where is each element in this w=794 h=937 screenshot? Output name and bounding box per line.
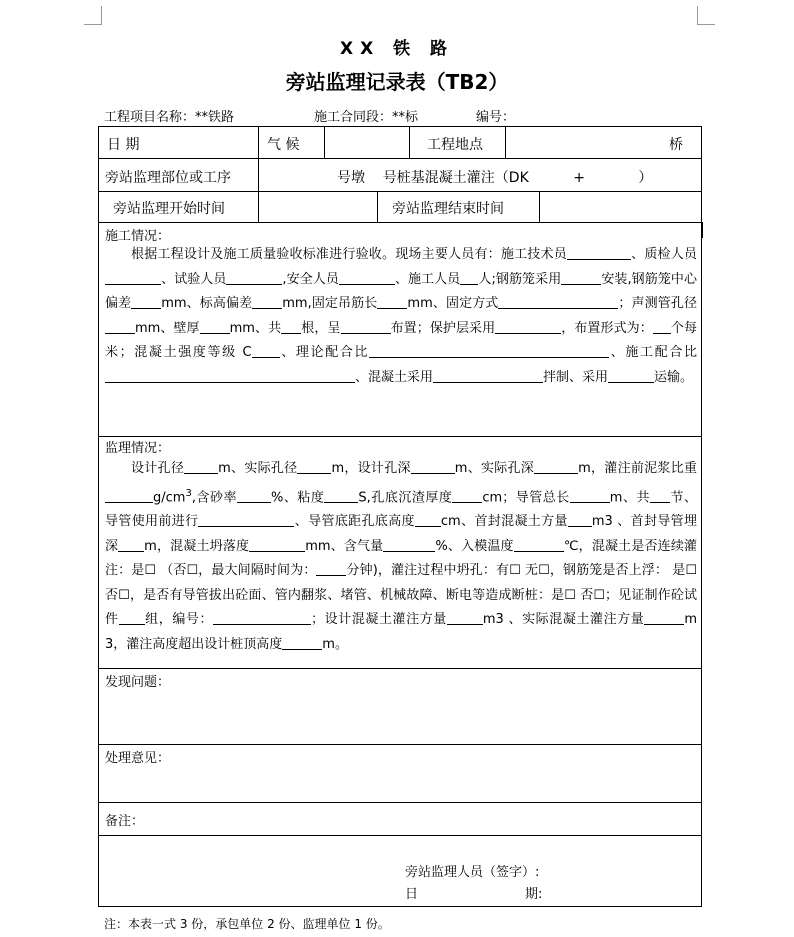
form-number: 编号： [476,110,516,125]
sediment-thickness-blank[interactable] [452,489,482,503]
form-title: 旁站监理记录表（TB2） [285,70,509,94]
quality-inspector-blank[interactable] [105,271,161,285]
transport-method-blank[interactable] [608,369,654,383]
supervision-paragraph: 设计孔径 m、实际孔径 m，设计孔深 m、实际孔深 m，灌注前泥浆比重$g/cm^3$,含砂率 %、粘度 S,孔底沉渣厚度 cm；导管总长 m、共 节、导管使用前进行 、导管底距孔底高度 cm、首封混凝土方量 m3 、首封导管埋深 m，混凝土坍落度 mm、含气量 %、入模温度 ℃，混凝土是否连续灌注：是☐ （否☐，最大间隔时间为： 分钟)，灌注过程中坍孔：有☐ 无☐，钢筋笼是否上浮： 是☐ 否☐，是否有导管拔出砼面、管内翻浆、堵管、机械故障、断电等造成断桩：是☐ 否☐；见证制作砼试件 组，编号： ；设计混凝土灌注方量 m3 、实际混凝土灌注方量 m3，灌注高度超出设计桩顶高度 m。 [105,461,697,652]
tester-blank[interactable] [226,271,282,285]
cage-center-offset-blank[interactable] [131,295,161,309]
process-label: 旁站监理部位或工序 [105,170,231,186]
supervisor-signature-label: 旁站监理人员（签字）: [405,865,540,880]
col-divider [324,127,325,158]
construction-paragraph: 根据工程设计及施工质量验收标准进行验收。现场主要人员有：施工技术员 、质检人员、试验人员 ,安全人员 、施工人员 人;钢筋笼采用 安装,钢筋笼中心偏差 mm、标高偏差 mm,固定吊筋长 mm、固定方式 ；声测管孔径mm、壁厚 mm、共 根，呈 布置；保护层采用 ，布置形式为： 个每米；混凝土强度等级 C 、理论配合比 、施工配合比、混凝土采用 拌制、采用 运输。 [105,247,697,385]
row-divider [99,158,701,159]
col-divider [539,191,540,222]
col-divider [377,191,378,222]
tremie-length-blank[interactable] [570,489,610,503]
air-content-blank[interactable] [383,538,435,552]
viscosity-blank[interactable] [324,489,358,503]
remarks-label: 备注： [105,814,145,829]
technician-blank[interactable] [567,246,631,260]
text-cursor [701,222,703,238]
tremie-test-blank[interactable] [198,513,294,527]
cover-layer-blank[interactable] [495,320,561,334]
row-divider [99,222,701,223]
crop-mark-right-vertical [697,6,698,24]
elevation-offset-blank[interactable] [252,295,282,309]
end-time-label: 旁站监理结束时间 [392,201,504,217]
tube-layout-blank[interactable] [341,320,391,334]
design-depth-blank[interactable] [411,460,455,474]
col-divider [258,158,259,191]
col-divider [505,127,506,158]
issues-label: 发现问题： [105,675,171,690]
process-value: 号墩 号桩基混凝土灌注（DK + ） [337,170,653,186]
per-meter-count-blank[interactable] [653,320,671,334]
col-divider [258,191,259,222]
wall-thickness-blank[interactable] [200,320,230,334]
hanger-length-blank[interactable] [377,295,407,309]
supervision-label: 监理情况： [105,441,171,456]
slump-blank[interactable] [249,538,305,552]
construction-label: 施工情况： [105,229,171,244]
signature-date-label-left: 日 [405,887,419,902]
theoretical-mix-blank[interactable] [369,344,609,358]
start-time-label: 旁站监理开始时间 [113,201,225,217]
cage-install-method-blank[interactable] [561,271,601,285]
crop-mark-right-horizontal [697,24,715,25]
row-divider [99,802,701,803]
max-interval-blank[interactable] [316,562,346,576]
organization-name: XX 铁 路 [339,39,455,59]
row-divider [99,191,701,192]
row-divider [99,744,701,745]
safety-staff-blank[interactable] [339,271,395,285]
col-divider [409,127,410,158]
mould-temperature-blank[interactable] [514,538,564,552]
tremie-bottom-distance-blank[interactable] [415,513,441,527]
fixing-method-blank[interactable] [498,295,618,309]
slurry-density-blank[interactable] [105,489,153,503]
specimen-number-blank[interactable] [213,611,311,625]
footer-note: 注：本表一式 3 份，承包单位 2 份、监理单位 1 份。 [104,917,390,931]
sonic-tube-diameter-blank[interactable] [105,320,135,334]
opinions-label: 处理意见： [105,751,171,766]
design-diameter-blank[interactable] [184,460,218,474]
mixing-method-blank[interactable] [433,369,543,383]
project-name: 工程项目名称：**铁路 [104,110,235,125]
row-divider [99,835,701,836]
supervision-form-table [98,126,702,907]
specimen-groups-blank[interactable] [119,611,145,625]
col-divider [258,127,259,158]
weather-label: 气 候 [267,137,300,153]
tube-count-blank[interactable] [281,320,301,334]
actual-depth-blank[interactable] [534,460,578,474]
first-pour-volume-blank[interactable] [568,513,592,527]
signature-date-label-right: 期: [525,887,543,902]
workers-blank[interactable] [460,271,478,285]
first-pour-depth-blank[interactable] [118,538,144,552]
site-value: 桥 [669,137,683,153]
row-divider [99,436,701,437]
contract-section: 施工合同段：**标 [314,110,419,125]
over-pour-height-blank[interactable] [282,636,322,650]
site-label: 工程地点 [427,137,483,153]
sand-content-blank[interactable] [237,489,271,503]
crop-mark-left-vertical [101,6,102,24]
concrete-grade-blank[interactable] [252,344,280,358]
design-pour-volume-blank[interactable] [447,611,483,625]
construction-mix-blank[interactable] [105,369,355,383]
crop-mark-left-horizontal [84,24,102,25]
tremie-sections-blank[interactable] [650,489,670,503]
actual-pour-volume-blank[interactable] [644,611,684,625]
actual-diameter-blank[interactable] [297,460,331,474]
row-divider [99,668,701,669]
date-label: 日 期 [107,137,140,153]
